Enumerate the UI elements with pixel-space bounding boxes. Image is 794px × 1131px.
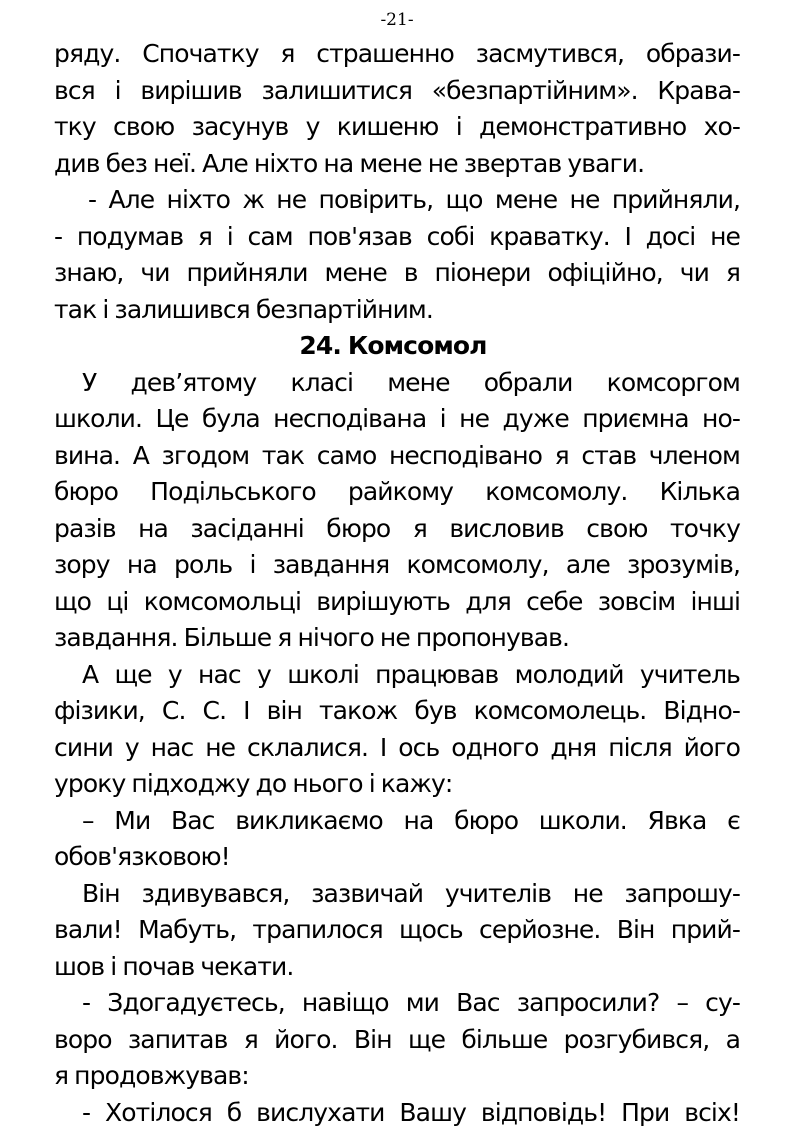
body-text xyxy=(54,36,740,1131)
text-line: вали! Мабуть, трапилося щось серйозне. Він прий- xyxy=(54,912,740,949)
text-line: див без неї. Але ніхто на мене не звертав уваги. xyxy=(54,146,740,183)
page-number: -21- xyxy=(0,10,794,30)
section-heading: 24. Комсомол xyxy=(54,328,740,365)
paragraph xyxy=(54,182,740,328)
text-line: зору на роль і завдання комсомолу, але зрозумів, xyxy=(54,547,740,584)
text-line: обов'язковою! xyxy=(54,839,740,876)
paragraph xyxy=(54,657,740,803)
text-line: – Ми Вас викликаємо на бюро школи. Явка є xyxy=(54,803,740,840)
text-line: я продовжував: xyxy=(54,1058,740,1095)
text-line: - Здогадуєтесь, навіщо ми Вас запросили? – су- xyxy=(54,985,740,1022)
text-line: тку свою засунув у кишеню і демонстративно хо- xyxy=(54,109,740,146)
text-line: сини у нас не склалися. І ось одного дня після його xyxy=(54,730,740,767)
paragraph xyxy=(54,985,740,1095)
text-line: воро запитав я його. Він ще більше розгубився, а xyxy=(54,1022,740,1059)
text-line: вина. А згодом так само несподівано я став членом xyxy=(54,438,740,475)
paragraph xyxy=(54,365,740,657)
paragraph xyxy=(54,36,740,182)
text-line: разів на засіданні бюро я висловив свою точку xyxy=(54,511,740,548)
paragraph xyxy=(54,803,740,876)
text-line: ряду. Спочатку я страшенно засмутився, образи- xyxy=(54,36,740,73)
text-line: - Хотілося б вислухати Вашу відповідь! При всіх! xyxy=(54,1095,740,1131)
text-line: - Але ніхто ж не повірить, що мене не прийняли, xyxy=(54,182,740,219)
text-line: бюро Подільського райкому комсомолу. Кілька xyxy=(54,474,740,511)
text-line: Він здивувався, зазвичай учителів не запрошу- xyxy=(54,876,740,913)
text-line: шов і почав чекати. xyxy=(54,949,740,986)
text-line: А ще у нас у школі працював молодий учитель xyxy=(54,657,740,694)
text-line: уроку підходжу до нього і кажу: xyxy=(54,766,740,803)
text-line: завдання. Більше я нічого не пропонував. xyxy=(54,620,740,657)
paragraph xyxy=(54,876,740,986)
text-line: знаю, чи прийняли мене в піонери офіційно, чи я xyxy=(54,255,740,292)
text-line: - подумав я і сам пов'язав собі краватку. І досі не xyxy=(54,219,740,256)
text-line: так і залишився безпартійним. xyxy=(54,292,740,329)
text-line: що ці комсомольці вирішують для себе зовсім інші xyxy=(54,584,740,621)
text-line: вся і вирішив залишитися «безпартійним». Крава- xyxy=(54,73,740,110)
text-line: У дев’ятому класі мене обрали комсоргом xyxy=(54,365,740,402)
text-line: школи. Це була несподівана і не дуже приємна но- xyxy=(54,401,740,438)
text-line: фізики, С. С. І він також був комсомолець. Відно- xyxy=(54,693,740,730)
paragraph xyxy=(54,1095,740,1131)
